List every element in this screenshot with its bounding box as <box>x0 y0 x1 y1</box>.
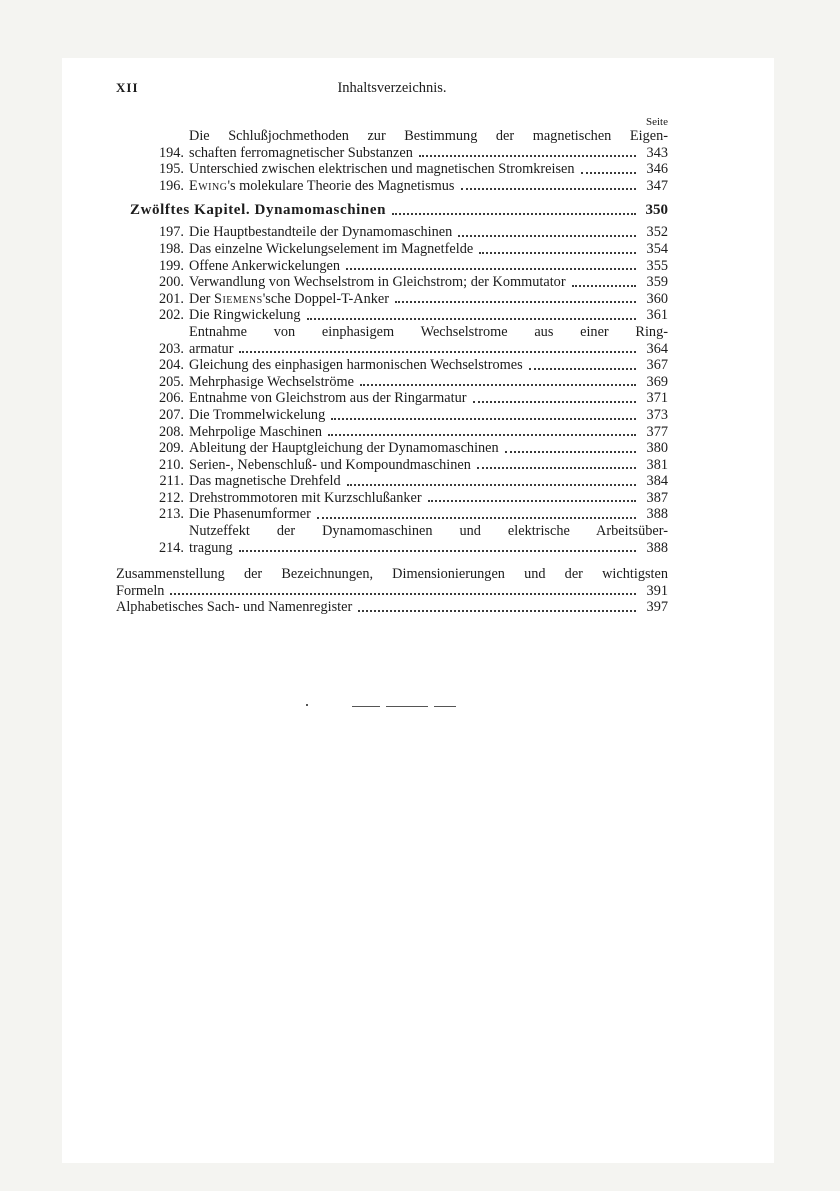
entry-title: Alphabetisches Sach- und Namenregister <box>116 599 353 616</box>
entry-number: 213. <box>158 506 184 523</box>
entry-page: 361 <box>646 307 668 324</box>
entry-title-name: Ewing <box>189 177 228 194</box>
entry-page: 384 <box>646 473 668 490</box>
entry-title-line2: armatur <box>189 340 234 357</box>
entry-title: Ableitung der Hauptgleichung der Dynamomaschinen <box>189 440 499 457</box>
entry-number: 207. <box>158 406 184 423</box>
entry-page: 397 <box>646 599 668 616</box>
entry-title: Serien-, Nebenschluß- und Kompoundmaschinen <box>189 456 471 473</box>
dot-leader <box>239 351 636 353</box>
entry-title: Gleichung des einphasigen harmonischen Wechselstromes <box>189 357 523 374</box>
entry-number: 212. <box>158 489 184 506</box>
entry-title-line1: Zusammenstellung der Bezeichnungen, Dimensionierungen und der wichtigsten <box>116 566 668 583</box>
entry-title: Mehrphasige Wechselströme <box>189 373 354 390</box>
entry-title: Die Phasenumformer <box>189 506 311 523</box>
entry-title-line2: schaften ferromagnetischer Substanzen <box>189 144 413 161</box>
dot-leader <box>419 155 636 157</box>
entry-page: 388 <box>646 506 668 523</box>
entry-number: 214. <box>158 539 184 556</box>
entry-page: 360 <box>646 290 668 307</box>
dot-leader <box>392 213 636 215</box>
entry-title <box>189 291 389 308</box>
toc-entry-203 <box>116 324 668 357</box>
entry-page: 364 <box>646 340 668 357</box>
dot-leader <box>347 484 636 486</box>
entry-page: 388 <box>646 539 668 556</box>
chapter-title: Zwölftes Kapitel. Dynamomaschinen <box>130 202 387 219</box>
entry-number: 206. <box>158 390 184 407</box>
entry-title: Mehrpolige Maschinen <box>189 423 323 440</box>
entry-page: 373 <box>646 406 668 423</box>
toc-entry-206 <box>116 390 668 407</box>
entry-number: 203. <box>158 340 184 357</box>
entry-title: Das einzelne Wickelungselement im Magnetfelde <box>189 240 474 257</box>
entry-title: Entnahme von Gleichstrom aus der Ringarmatur <box>189 390 467 407</box>
entry-title: Die Ringwickelung <box>189 307 301 324</box>
dot-leader <box>505 451 636 453</box>
entry-page: 369 <box>646 373 668 390</box>
toc-entry-194 <box>116 128 668 161</box>
entry-number: 201. <box>158 290 184 307</box>
entry-title-line2: Formeln <box>116 582 165 599</box>
entry-page: 367 <box>646 357 668 374</box>
entry-number: 200. <box>158 274 184 291</box>
entry-page: 347 <box>646 177 668 194</box>
entry-number: 205. <box>158 373 184 390</box>
toc-entry-appendix-formeln <box>116 566 668 599</box>
entry-title: Die Hauptbestandteile der Dynamomaschinen <box>189 224 453 241</box>
dot-leader <box>360 384 636 386</box>
entry-number: 195. <box>158 161 184 178</box>
dot-leader <box>346 268 636 270</box>
entry-title-name: Siemens <box>214 290 263 307</box>
entry-title-line2: tragung <box>189 539 233 556</box>
dot-leader <box>479 252 636 254</box>
entry-title-line1: Entnahme von einphasigem Wechselstrome aus einer Ring- <box>189 323 668 340</box>
dot-leader <box>428 500 636 502</box>
rule-segment <box>386 706 428 707</box>
toc-entry-197 <box>116 224 668 241</box>
entry-page: 359 <box>646 274 668 291</box>
entry-page: 346 <box>646 161 668 178</box>
entry-title-line1: Die Schlußjochmethoden zur Bestimmung der magnetischen Eigen- <box>189 128 668 144</box>
chapter-heading <box>116 201 668 219</box>
dot-leader <box>239 550 636 552</box>
rule-segment <box>434 706 456 707</box>
seite-label: Seite <box>646 116 668 128</box>
toc-entry-214 <box>116 523 668 556</box>
dot-leader <box>473 401 636 403</box>
entry-number: 204. <box>158 357 184 374</box>
dot-leader <box>461 188 637 190</box>
dot-leader <box>477 467 636 469</box>
entry-title: Unterschied zwischen elektrischen und magnetischen Stromkreisen <box>189 161 575 178</box>
entry-title-line1: Nutzeffekt der Dynamomaschinen und elektrische Arbeitsüber- <box>189 523 668 540</box>
toc-entry-204 <box>116 357 668 374</box>
decorative-rule <box>306 704 466 708</box>
entry-title-pre: Der <box>189 290 215 307</box>
entry-number: 198. <box>158 240 184 257</box>
entry-page: 391 <box>646 582 668 599</box>
dot-leader <box>331 418 636 420</box>
table-of-contents <box>116 128 668 616</box>
page-title: Inhaltsverzeichnis. <box>337 80 447 96</box>
toc-entry-202 <box>116 307 668 324</box>
toc-entry-210 <box>116 457 668 474</box>
entry-title: Verwandlung von Wechselstrom in Gleichstrom; der Kommutator <box>189 274 566 291</box>
toc-entry-register <box>116 599 668 616</box>
entry-title: Die Trommelwickelung <box>189 406 326 423</box>
entry-page: 371 <box>646 390 668 407</box>
entry-page: 343 <box>646 144 668 161</box>
entry-title: Offene Ankerwickelungen <box>189 257 340 274</box>
dot-leader <box>581 172 637 174</box>
toc-entry-199 <box>116 258 668 275</box>
entry-number: 210. <box>158 456 184 473</box>
entry-page: 377 <box>646 423 668 440</box>
toc-entry-209 <box>116 440 668 457</box>
entry-title: Das magnetische Drehfeld <box>189 473 341 490</box>
toc-entry-208 <box>116 424 668 441</box>
dot-leader <box>358 610 636 612</box>
rule-dot <box>306 704 308 706</box>
dot-leader <box>328 434 636 436</box>
entry-title <box>189 178 455 195</box>
entry-number: 194. <box>158 144 184 161</box>
dot-leader <box>572 285 636 287</box>
toc-entry-211 <box>116 473 668 490</box>
toc-entry-207 <box>116 407 668 424</box>
entry-page: 354 <box>646 240 668 257</box>
dot-leader <box>458 235 636 237</box>
entry-page: 381 <box>646 456 668 473</box>
entry-title: Drehstrommotoren mit Kurzschlußanker <box>189 489 422 506</box>
dot-leader <box>170 593 636 595</box>
toc-entry-205 <box>116 374 668 391</box>
entry-number: 202. <box>158 307 184 324</box>
toc-entry-198 <box>116 241 668 258</box>
toc-entry-212 <box>116 490 668 507</box>
entry-number: 197. <box>158 224 184 241</box>
entry-title-rest: 'sche Doppel-T-Anker <box>262 290 390 307</box>
entry-page: 350 <box>645 202 668 219</box>
entry-number: 196. <box>158 177 184 194</box>
entry-number: 209. <box>158 440 184 457</box>
page-number: XII <box>116 80 139 95</box>
entry-number: 208. <box>158 423 184 440</box>
toc-entry-195 <box>116 161 668 178</box>
dot-leader <box>307 318 636 320</box>
entry-page: 380 <box>646 440 668 457</box>
page-header <box>116 80 668 100</box>
toc-entry-200 <box>116 274 668 291</box>
dot-leader <box>529 368 636 370</box>
toc-entry-196 <box>116 178 668 195</box>
entry-page: 387 <box>646 489 668 506</box>
toc-entry-213 <box>116 506 668 523</box>
entry-number: 211. <box>159 473 184 490</box>
rule-segment <box>352 706 380 707</box>
toc-entry-201 <box>116 291 668 308</box>
entry-page: 355 <box>646 257 668 274</box>
entry-page: 352 <box>646 224 668 241</box>
entry-number: 199. <box>158 257 184 274</box>
dot-leader <box>317 517 636 519</box>
dot-leader <box>395 301 636 303</box>
entry-title-rest: 's molekulare Theorie des Magnetismus <box>227 177 455 194</box>
